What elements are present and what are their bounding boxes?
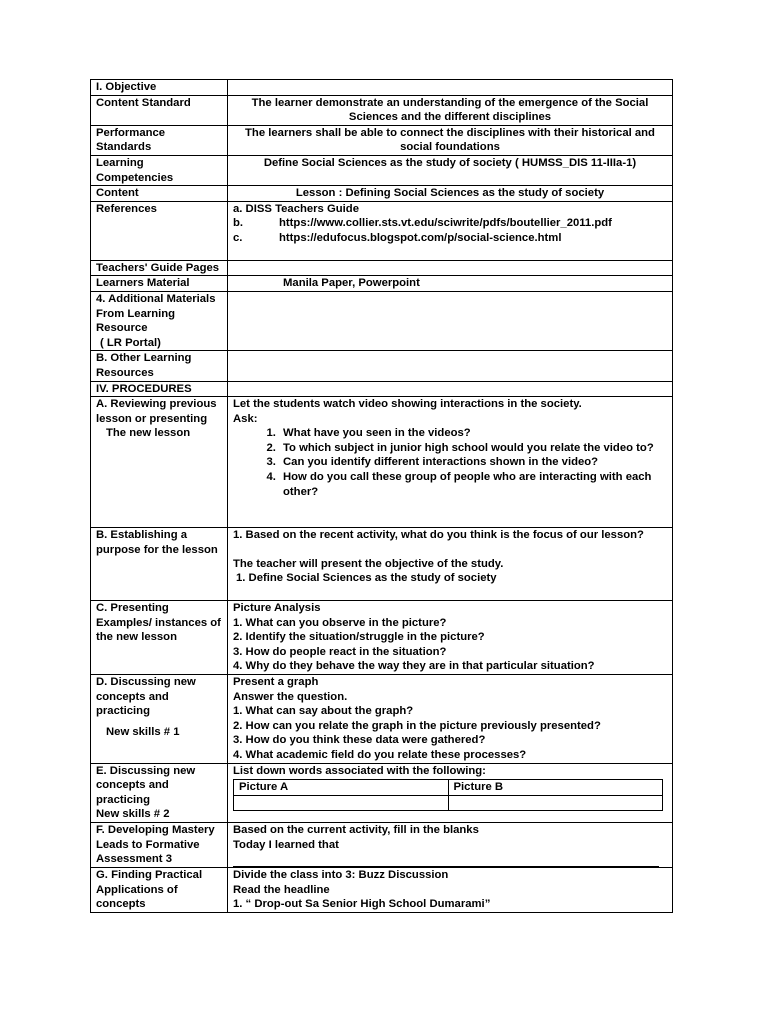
value-presenting (228, 601, 673, 675)
finding-line: 1. “ Drop-out Sa Senior High School Dumarami” (233, 898, 491, 911)
row-references (91, 201, 673, 260)
presenting-line: 2. Identify the situation/struggle in the picture? (233, 631, 485, 644)
lesson-plan-table (90, 79, 673, 913)
presenting-line: 4. Why do they behave the way they are in that particular situation? (233, 660, 595, 673)
label-procedures: IV. PROCEDURES (91, 381, 228, 397)
list-item: 3. Can you identify different interactions shown in the video? (279, 455, 667, 470)
value-additional-materials (228, 291, 673, 350)
row-developing (91, 823, 673, 868)
label-learners-material: Learners Material (91, 276, 228, 292)
value-procedures (228, 381, 673, 397)
label-establishing: B. Establishing a purpose for the lesson (91, 528, 228, 601)
row-learners-material (91, 276, 673, 292)
value-discussing-2 (228, 763, 673, 822)
value-objective (228, 80, 673, 96)
row-content (91, 186, 673, 202)
label-presenting: C. Presenting Examples/ instances of the new lesson (91, 601, 228, 675)
row-other-resources (91, 351, 673, 381)
cell-picture-b[interactable] (448, 795, 663, 810)
label-text: A. Reviewing previous lesson or presenting (96, 398, 217, 425)
list-item: 4. How do you call these group of people who are interacting with each other? (279, 470, 667, 499)
label-content-standard: Content Standard (91, 95, 228, 125)
value-content-standard: The learner demonstrate an understanding of the emergence of the Social Sciences and the different disciplines (228, 95, 673, 125)
discussing-line: Present a graph (233, 676, 319, 689)
reference-key: b. (233, 217, 244, 230)
label-reviewing (91, 397, 228, 528)
row-finding (91, 868, 673, 913)
fill-in-blank-line[interactable] (233, 854, 659, 867)
value-teachers-guide (228, 260, 673, 276)
reference-item (233, 216, 667, 231)
value-learners-material: Manila Paper, Powerpoint (228, 276, 673, 292)
label-other-resources: B. Other Learning Resources (91, 351, 228, 381)
reviewing-questions (233, 426, 667, 499)
row-establishing (91, 528, 673, 601)
label-performance-standards: Performance Standards (91, 125, 228, 155)
picture-words-table (233, 779, 663, 811)
row-procedures (91, 381, 673, 397)
reference-link[interactable]: https://www.collier.sts.vt.edu/sciwrite/pdfs/boutellier_2011.pdf (279, 217, 612, 230)
discussing2-intro: List down words associated with the following: (233, 764, 486, 777)
row-discussing-2 (91, 763, 673, 822)
developing-line: Today I learned that (233, 838, 339, 851)
label-discussing-1 (91, 675, 228, 764)
row-presenting (91, 601, 673, 675)
label-text: E. Discussing new concepts and practicing (96, 764, 196, 806)
label-content: Content (91, 186, 228, 202)
label-text: Leads to Formative Assessment 3 (96, 838, 200, 866)
row-objective (91, 80, 673, 96)
label-finding: G. Finding Practical Applications of concepts (91, 868, 228, 913)
discussing-line: Answer the question. (233, 690, 348, 703)
establishing-line: 1. Define Social Sciences as the study of society (236, 572, 497, 585)
discussing-line: 1. What can say about the graph? (233, 705, 414, 718)
list-item: 2. To which subject in junior high school would you relate the video to? (279, 441, 667, 456)
value-reviewing (228, 397, 673, 528)
value-performance-standards: The learners shall be able to connect the disciplines with their historical and social foundations (228, 125, 673, 155)
row-learning-competencies (91, 155, 673, 185)
value-discussing-1 (228, 675, 673, 764)
presenting-line: 3. How do people react in the situation? (233, 645, 447, 658)
label-text: New skills # 1 (106, 725, 180, 738)
finding-line: Divide the class into 3: Buzz Discussion (233, 869, 449, 882)
reference-item (233, 202, 667, 217)
label-developing (91, 823, 228, 868)
reference-key: a. DISS Teachers Guide (233, 202, 359, 215)
reviewing-intro: Let the students watch video showing interactions in the society. (233, 398, 582, 411)
reviewing-ask: Ask: (233, 412, 258, 425)
column-picture-a: Picture A (234, 780, 449, 796)
discussing-line: 2. How can you relate the graph in the picture previously presented? (233, 719, 601, 732)
row-additional-materials (91, 291, 673, 350)
label-additional-materials (91, 291, 228, 350)
row-performance-standards (91, 125, 673, 155)
row-content-standard (91, 95, 673, 125)
reference-link[interactable]: https://edufocus.blogspot.com/p/social-science.html (279, 231, 562, 244)
label-text: 4. Additional Materials From Learning Resource (96, 292, 216, 335)
label-text: New skills # 2 (96, 808, 170, 821)
row-reviewing (91, 397, 673, 528)
developing-line: Based on the current activity, fill in the blanks (233, 824, 479, 836)
row-teachers-guide (91, 260, 673, 276)
row-discussing-1 (91, 675, 673, 764)
presenting-line: 1. What can you observe in the picture? (233, 616, 447, 629)
table-row (234, 780, 663, 796)
reference-item (233, 231, 667, 246)
label-text: D. Discussing new concepts and practicing (96, 676, 196, 718)
label-references: References (91, 201, 228, 260)
discussing-line: 3. How do you think these data were gathered? (233, 734, 486, 747)
label-objective: I. Objective (91, 80, 228, 96)
column-picture-b: Picture B (448, 780, 663, 796)
discussing-line: 4. What academic field do you relate these processes? (233, 749, 527, 762)
label-learning-competencies: Learning Competencies (91, 155, 228, 185)
value-developing (228, 823, 673, 868)
presenting-line: Picture Analysis (233, 602, 321, 615)
value-other-resources (228, 351, 673, 381)
list-item: 1. What have you seen in the videos? (279, 426, 667, 441)
label-teachers-guide: Teachers' Guide Pages (91, 260, 228, 276)
label-text: ( LR Portal) (100, 336, 161, 349)
value-content: Lesson : Defining Social Sciences as the study of society (228, 186, 673, 202)
establishing-line: The teacher will present the objective of the study. (233, 557, 504, 570)
reference-key: c. (233, 231, 243, 244)
value-establishing (228, 528, 673, 601)
label-text: F. Developing Mastery (96, 824, 215, 836)
value-references (228, 201, 673, 260)
label-text: The new lesson (106, 427, 191, 440)
table-row (234, 795, 663, 810)
label-discussing-2 (91, 763, 228, 822)
finding-line: Read the headline (233, 883, 330, 896)
establishing-line: 1. Based on the recent activity, what do you think is the focus of our lesson? (233, 529, 644, 542)
cell-picture-a[interactable] (234, 795, 449, 810)
value-finding (228, 868, 673, 913)
lesson-plan-page (90, 79, 672, 913)
value-learning-competencies: Define Social Sciences as the study of society ( HUMSS_DIS 11-IIIa-1) (228, 155, 673, 185)
